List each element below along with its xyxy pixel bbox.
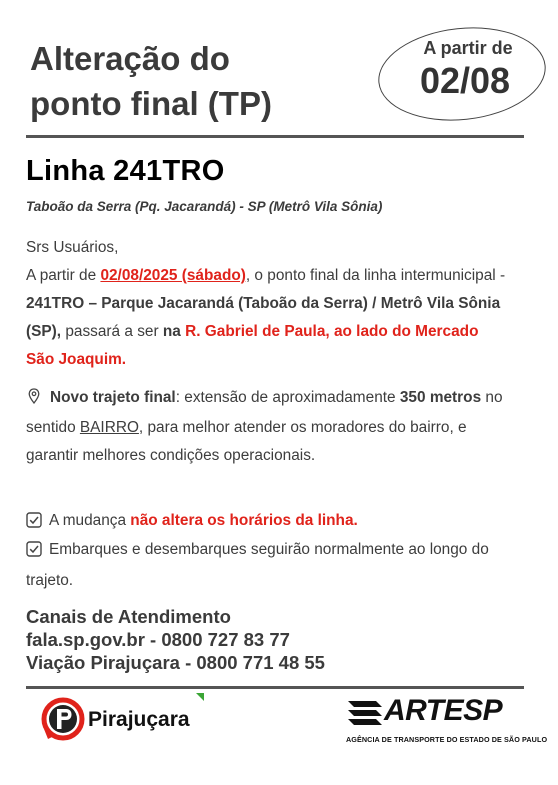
notice-paragraph — [26, 234, 510, 374]
checkbox-icon — [26, 510, 43, 538]
artesp-tagline: AGÊNCIA DE TRANSPORTE DO ESTADO DE SÃO PAULO — [346, 735, 548, 744]
route-distance: 350 metros — [399, 389, 482, 406]
line-subtitle: Taboão da Serra (Pq. Jacarandá) - SP (Metrô Vila Sônia) — [26, 199, 383, 214]
route-text-c: , para melhor atender os moradores do bairro, e garantir melhores condições operacionais. — [26, 419, 467, 464]
check-1-prefix: A mudança — [49, 512, 131, 529]
bottom-divider — [26, 686, 524, 689]
intro-middle: , o ponto final da linha intermunicipal - — [245, 267, 506, 284]
artesp-logo-icon — [346, 698, 384, 730]
check-item-boarding — [26, 536, 510, 595]
greeting: Srs Usuários, — [26, 239, 119, 256]
route-paragraph — [26, 384, 510, 470]
title-line-2: ponto final (TP) — [30, 85, 272, 122]
intro-will-be: passará a ser — [61, 323, 163, 340]
location-prefix: na — [162, 323, 181, 340]
new-location: R. Gabriel de Paula, ao lado do Mercado São Joaquim. — [26, 323, 479, 368]
check-1-highlight: não altera os horários da linha. — [130, 512, 358, 529]
line-title: Linha 241TRO — [26, 155, 225, 187]
contact-block — [26, 605, 325, 674]
pirajucara-wordmark: Pirajuçara — [88, 708, 190, 731]
page-title — [30, 36, 370, 126]
pirajucara-logo-icon — [40, 695, 90, 745]
contact-line-2: Viação Pirajuçara - 0800 771 48 55 — [26, 652, 325, 673]
pin-icon — [28, 386, 42, 414]
route-direction: BAIRRO — [79, 419, 139, 436]
route-label: Novo trajeto final — [50, 389, 176, 406]
title-line-1: Alteração do — [30, 40, 230, 77]
date-label: A partir de — [423, 38, 513, 58]
effective-date: 02/08/2025 (sábado) — [100, 267, 246, 284]
top-divider — [26, 135, 524, 138]
check-item-schedule — [26, 507, 510, 538]
intro-prefix: A partir de — [26, 267, 101, 284]
contact-line-1: fala.sp.gov.br - 0800 727 83 77 — [26, 629, 290, 650]
check-2-text: Embarques e desembarques seguirão normalmente ao longo do trajeto. — [26, 541, 489, 589]
route-text-b: no sentido — [26, 389, 503, 436]
green-corner-mark — [196, 693, 204, 701]
artesp-wordmark: ARTESP — [384, 694, 503, 727]
route-text-a: : extensão de aproximadamente — [175, 389, 400, 406]
contact-heading: Canais de Atendimento — [26, 606, 231, 627]
date-value: 02/08 — [419, 60, 511, 101]
notice-body — [26, 262, 510, 374]
line-name: 241TRO – Parque Jacarandá (Taboão da Serra) / Metrô Vila Sônia (SP), — [26, 295, 501, 340]
checkbox-icon — [26, 539, 43, 567]
